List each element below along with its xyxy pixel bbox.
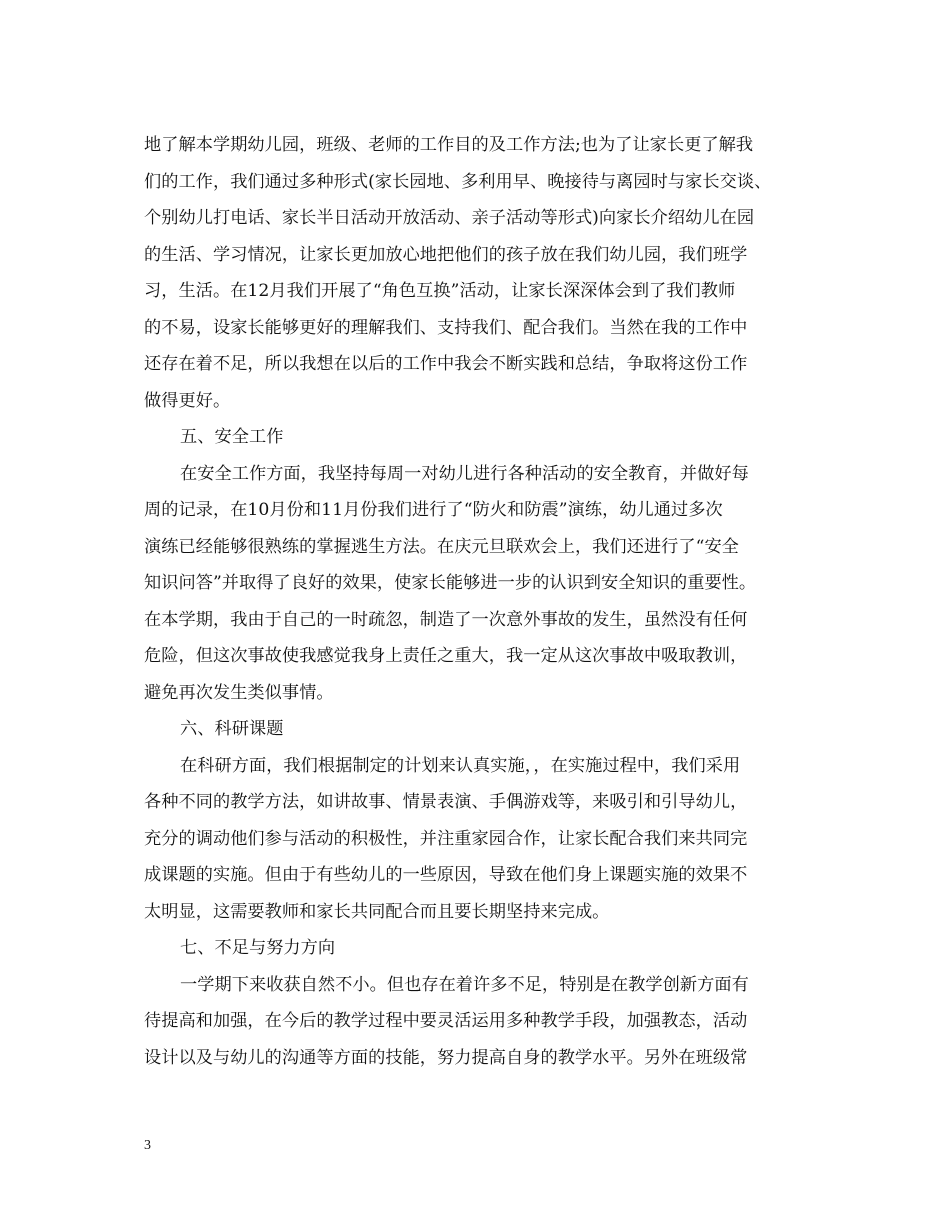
text-line: 危险，但这次事故使我感觉我身上责任之重大，我一定从这次事故中吸取教训， [144, 646, 748, 666]
text-line: 的生活、学习情况，让家长更加放心地把他们的孩子放在我们幼儿园，我们班学 [144, 244, 748, 265]
paragraph-first-line: 在安全工作方面，我坚持每周一对幼儿进行各种活动的安全教育，并做好每 [180, 463, 749, 484]
page-number: 3 [144, 1138, 151, 1153]
text-line: 避免再次发生类似事情。 [144, 682, 334, 703]
text-line: 太明显，这需要教师和家长共同配合而且要长期坚持来完成。 [144, 901, 610, 922]
text-line: 知识问答”并取得了良好的效果，使家长能够进一步的认识到安全知识的重要性。 [144, 573, 757, 593]
text-line: 做得更好。 [144, 390, 231, 411]
text-line: 们的工作，我们通过多种形式(家长园地、多利用早、晚接待与离园时与家长交谈、 [144, 171, 772, 192]
document-body [144, 127, 814, 1076]
text-line: 的不易，设家长能够更好的理解我们、支持我们、配合我们。当然在我的工作中 [144, 317, 748, 338]
text-line: 各种不同的教学方法，如讲故事、情景表演、手偶游戏等，来吸引和引导幼儿， [144, 792, 748, 812]
section-heading-safety: 五、安全工作 [180, 427, 284, 447]
section-heading-research: 六、科研课题 [180, 719, 284, 739]
text-line: 习，生活。在12月我们开展了“角色互换”活动，让家长深深体会到了我们教师 [144, 281, 736, 301]
text-line: 个别幼儿打电话、家长半日活动开放活动、亲子活动等形式)向家长介绍幼儿在园 [144, 208, 755, 228]
text-line: 还存在着不足，所以我想在以后的工作中我会不断实践和总结，争取将这份工作 [144, 354, 748, 374]
text-line: 在本学期，我由于自己的一时疏忽，制造了一次意外事故的发生，虽然没有任何 [144, 609, 748, 630]
text-line: 设计以及与幼儿的沟通等方面的技能，努力提高自身的教学水平。另外在班级常 [144, 1047, 748, 1068]
text-line: 充分的调动他们参与活动的积极性，并注重家园合作，让家长配合我们来共同完 [144, 828, 748, 849]
text-line: 地了解本学期幼儿园，班级、老师的工作目的及工作方法;也为了让家长更了解我 [144, 135, 754, 155]
text-line: 周的记录，在10月份和11月份我们进行了“防火和防震”演练，幼儿通过多次 [144, 500, 723, 520]
paragraph-first-line: 一学期下来收获自然不小。但也存在着许多不足，特别是在教学创新方面有 [180, 974, 749, 995]
text-line: 待提高和加强，在今后的教学过程中要灵活运用多种教学手段，加强教态，活动 [144, 1011, 748, 1031]
text-line: 成课题的实施。但由于有些幼儿的一些原因，导致在他们身上课题实施的效果不 [144, 865, 748, 885]
paragraph-first-line: 在科研方面，我们根据制定的计划来认真实施，，在实施过程中，我们采用 [180, 755, 741, 776]
text-line: 演练已经能够很熟练的掌握逃生方法。在庆元旦联欢会上，我们还进行了“安全 [144, 536, 739, 557]
section-heading-improvement: 七、不足与努力方向 [180, 938, 336, 958]
